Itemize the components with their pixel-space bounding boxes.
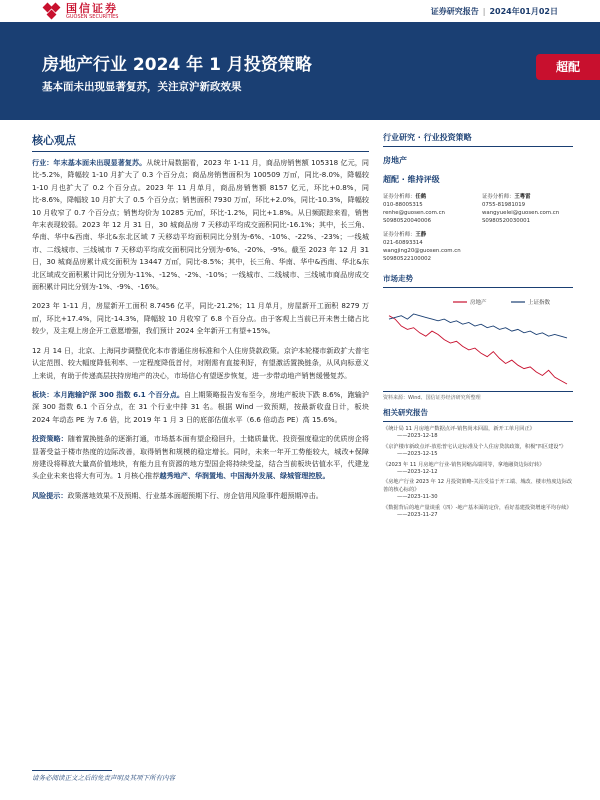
top-bar	[0, 0, 600, 22]
chart-svg	[383, 292, 573, 392]
logo-en: GUOSEN SECURITIES	[66, 13, 119, 20]
logo-cn: 国信证券	[66, 1, 118, 15]
related-item-date: ——2023-11-30	[397, 494, 438, 501]
analyst-phone: 0755-81981019	[482, 202, 526, 208]
analyst-list	[383, 193, 573, 263]
related-item[interactable]	[383, 462, 573, 477]
industry-rating: 超配 · 维持评级	[383, 175, 440, 184]
paragraph-lead: 行业：年末基本面未出现显著复苏。	[32, 158, 147, 167]
footer-note: 请务必阅读正文之后的免责声明及其项下所有内容	[32, 774, 175, 782]
analyst-name: 王静	[415, 232, 427, 238]
related-title: 相关研究报告	[383, 407, 573, 422]
analyst-cert: S0980520040006	[383, 218, 432, 224]
paragraph-industry	[32, 157, 369, 293]
related-item-title: 《统计局 11 月房地产数据点评-销售尚未回温，新开工单月回正》	[383, 426, 535, 432]
related-item-title: 《数据背后的地产量谈重（四）-地产基本面的定价，看好基建投资增速平均存续》	[383, 504, 572, 511]
related-item-date: ——2023-11-27	[397, 512, 438, 519]
analyst-card	[383, 193, 474, 225]
analyst-name: 任鹤	[415, 194, 427, 200]
related-list	[383, 426, 573, 519]
paragraph-sector	[32, 389, 369, 426]
paragraph-strategy	[32, 433, 369, 483]
related-item-date: ——2023-12-12	[397, 469, 438, 476]
analyst-card	[383, 231, 474, 263]
analyst-name: 王粤雷	[514, 194, 531, 200]
paragraph-lead: 板块：本月跑输沪深 300 指数 6.1 个百分点。	[32, 389, 185, 399]
legend-label: 房地产	[470, 300, 487, 306]
rating-tag: 超配	[536, 54, 600, 80]
report-category: 行业研究 · 行业投资策略	[383, 132, 573, 147]
analyst-card	[482, 193, 573, 225]
series-line-0	[389, 316, 567, 384]
report-subtitle: 基本面未出现显著复苏，关注京沪新政效果	[42, 81, 242, 93]
analyst-role: 证券分析师：	[482, 194, 515, 200]
chart-source: 资料来源：Wind、国信证券经济研究所整理	[383, 395, 481, 401]
market-trend-chart	[383, 292, 573, 392]
related-item[interactable]	[383, 479, 573, 501]
paragraph-text: 自上期策略报告发布至今，房地产板块下跌 8.6%，跑输沪深 300 指数 6.1 个百分点，在 31 个行业中排 31 名。根据 Wind 一致预期，按最新收盘日计，板块 2024 年动态 PE 为 7.6 倍，比 2019 年 1 月 3 日的底部估值水平（6.6 倍动态 PE）高 15.6%。	[32, 389, 369, 424]
related-item-title: 《2023 年 11 月房地产行业-销售同缩高端同等，拿地融资边际好转》	[383, 461, 545, 468]
logo-mark-icon	[42, 2, 62, 20]
report-type: 证券研究报告	[430, 7, 479, 16]
section-title: 核心观点	[32, 132, 369, 152]
analyst-email[interactable]: renhe@guosen.com.cn	[383, 210, 445, 216]
report-meta: 证券研究报告 | 2024年01月02日	[430, 7, 558, 16]
related-item[interactable]	[383, 426, 573, 441]
related-item-title: 《京沪楼市新政点评-放松普宅认定标准及个人住房贷款政策，积极"四区建设"》	[383, 443, 567, 450]
paragraph-risk	[32, 490, 369, 502]
analyst-phone: 010-88005315	[383, 202, 423, 208]
analyst-email[interactable]: wangyuelei@guosen.com.cn	[482, 210, 560, 216]
legend-label: 上证指数	[528, 300, 551, 306]
related-item[interactable]	[383, 444, 573, 459]
analyst-role: 证券分析师：	[383, 194, 416, 200]
analyst-phone: 021-60893314	[383, 240, 423, 246]
report-title: 房地产行业 2024 年 1 月投资策略	[42, 55, 312, 75]
footer-divider	[32, 770, 112, 771]
side-column	[383, 132, 573, 522]
industry-name: 房地产	[383, 156, 407, 165]
related-item-date: ——2023-12-18	[397, 433, 438, 440]
paragraph-highlight: 越秀地产、华润置地、中国海外发展、绿城管理控股。	[159, 471, 330, 481]
related-item-date: ——2023-12-15	[397, 451, 438, 458]
analyst-email[interactable]: wangjing20@guosen.com.cn	[383, 248, 461, 254]
paragraph-lead: 投资策略：	[32, 434, 68, 444]
paragraph-text: 从统计局数据看，2023 年 1-11 月，商品房销售额 105318 亿元，同比-5.2%，降幅较 1-10 月扩大了 0.3 个百分点；商品房销售面积为 100509 万㎡，同比-8.0%，降幅较 1-10 月也扩大了 0.2 个百分点。2023 年 11 月单月，商品房销售额 8157 亿元，环比+0.8%，同比-8.6%，降幅较 10 月扩大了 0.5 个百分点；销售面积 7930 万㎡，环比+2.0%，同比-10.3%，降幅较 10 月收窄了 0.7 个百分点；销售均价为 10285 元/㎡，环比-1.2%，同比+1.8%。从日频跟踪来看，销售年末表现较弱。2023 年 12 月 31 日，30 城商品房 7 天移动平均成交面积同比-16.1%；其中，长三角、华南、华中&西南、华北&东北区域 7 天移动平均面积同比分别为-6%、-10%、-22%、-23%；一线城市、二线城市、三线城市 7 天移动平均成交面积同比分别为-6%、-20%、-9%。截至 2023 年 12 月 31 日，30 城商品房累计成交面积为 13447 万㎡，同比-8.5%；其中，长三角、华南、华中&西南、华北&东北区域成交面积累计同比分别为-11%、-12%、-2%、-10%；一线城市、二线城市、三线城市商品房成交面积累计同比分别为-1%、-9%、-16%。	[32, 158, 369, 292]
related-item[interactable]	[383, 505, 573, 520]
report-date: 2024年01月02日	[489, 7, 558, 16]
title-banner	[0, 22, 600, 120]
analyst-cert: S0980522100002	[383, 256, 432, 262]
analyst-role: 证券分析师：	[383, 232, 416, 238]
paragraph-text: 随着置换链条的逐渐打通，市场基本面有望企稳回升，土储质量优、投资强度稳定的优质房企将显著受益于楼市热度的边际改善，取得销售和规模的稳定增长。同时，未来一年开工势能较大，城改+保障房建设将释放大量高价值地块，有能力且有资源的地方型国企将持续受益，结合当前板块估值水平，代建龙头企业未来也将大有可为。1 月核心推荐	[32, 434, 369, 481]
paragraph-policy	[32, 345, 369, 382]
related-item-title: 《房地产行业 2023 年 12 月投资策略-关注受益于开工端、城改、楼市热度边际改善的核心标的》	[383, 479, 573, 493]
paragraph-lead: 风险提示：	[32, 490, 68, 500]
paragraph-text: 政策落地效果不及预期、行业基本面超预期下行、房企信用风险事件超预期冲击。	[67, 490, 323, 500]
paragraph-text: 2023 年 1-11 月，房屋新开工面积 8.7456 亿平，同比-21.2%；11 月单月，房屋新开工面积 8279 万㎡，环比+17.4%，同比-14.3%，降幅较 10 月收窄了 6.8 个百分点。由于客观上当前已开未售土储占比较少，及主观上房企开工意愿增强，我们预计 2024 全年新开工有望+15%。	[32, 301, 369, 336]
chart-title: 市场走势	[383, 273, 573, 288]
series-line-1	[389, 314, 567, 338]
main-column	[32, 132, 369, 509]
logo	[42, 0, 152, 22]
paragraph-new-starts	[32, 300, 369, 337]
paragraph-text: 12 月 14 日，北京、上海同步调整优化本市普通住房标准和个人住房贷款政策。京沪本轮楼市新政扩大普宅认定范围、较大幅度降低利率、一定程度降低首付，对刚需有直接利好，有望激活置换链条，从风向标意义上来说，有助于传递高层扶持房地产的决心，市场信心有望逐步恢复，进一步带动地产销售缓慢复苏。	[32, 345, 369, 380]
analyst-cert: S0980520030001	[482, 218, 531, 224]
